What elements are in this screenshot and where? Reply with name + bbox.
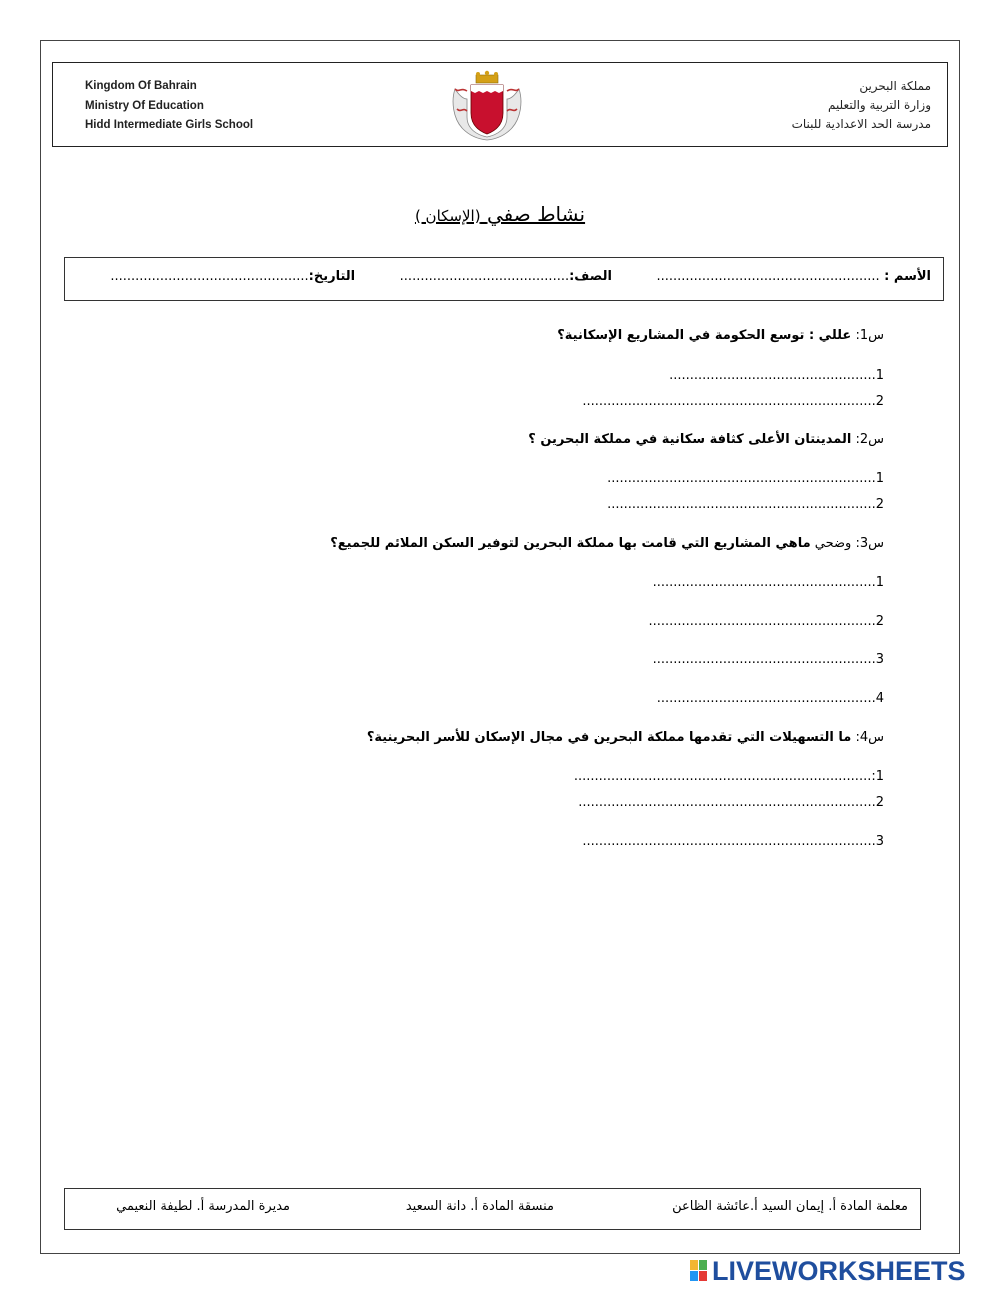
footer-teacher: معلمة المادة أ. إيمان السيد أ.عائشة الظاعن	[672, 1199, 908, 1214]
class-label: الصف:	[569, 269, 612, 284]
answer-1-2[interactable]: .......................................................................2	[582, 394, 884, 409]
footer-coordinator: منسقة المادة أ. دانة السعيد	[405, 1199, 554, 1214]
liveworksheets-logo-icon	[690, 1260, 708, 1282]
question-1	[557, 328, 884, 343]
answer-3-3[interactable]: ......................................................3	[652, 652, 884, 667]
question-4-number: س4:	[855, 730, 884, 745]
student-info-box	[64, 257, 944, 301]
date-field[interactable]	[110, 269, 355, 284]
answer-4-2[interactable]: ........................................................................2	[578, 795, 884, 810]
header-ar-line-3: مدرسة الحد الاعدادية للبنات	[791, 117, 931, 131]
liveworksheets-brand[interactable]	[690, 1256, 990, 1286]
header-arabic	[792, 77, 931, 134]
header-ar-line-2: وزارة التربية والتعليم	[827, 98, 931, 112]
title-main: نشاط صفي	[486, 202, 586, 226]
answer-3-2[interactable]: .......................................................2	[648, 614, 884, 629]
question-3-text: ماهي المشاريع التي قامت بها مملكة البحرين لتوفير السكن الملائم للجميع؟	[330, 536, 811, 551]
question-3	[330, 536, 884, 551]
question-4-text: ما التسهيلات التي تقدمها مملكة البحرين في مجال الإسكان للأسر البحرينية؟	[366, 730, 852, 745]
question-1-number: س1:	[855, 328, 884, 343]
date-dots: ................................................	[110, 269, 309, 284]
answer-4-1[interactable]: ........................................................................:1	[573, 769, 884, 784]
header-en-line-2: Ministry Of Education	[85, 99, 204, 112]
name-dots: ......................................................	[656, 269, 880, 284]
question-2-text: المدينتان الأعلى كثافة سكانية في مملكة البحرين ؟	[528, 432, 852, 447]
question-4	[367, 730, 884, 745]
question-3-number: س3:	[855, 536, 884, 551]
bahrain-emblem-icon	[449, 69, 525, 141]
class-dots: .........................................	[399, 269, 570, 284]
answer-2-2[interactable]: .................................................................2	[607, 497, 884, 512]
answer-4-3[interactable]: .......................................................................3	[582, 834, 884, 849]
header-en-line-1: Kingdom Of Bahrain	[85, 80, 197, 92]
name-field[interactable]	[656, 269, 931, 284]
date-label: التاريخ:	[308, 269, 356, 284]
question-2	[528, 432, 884, 447]
worksheet-title	[0, 202, 1000, 226]
footer-principal: مديرة المدرسة أ. لطيفة النعيمي	[116, 1199, 290, 1214]
answer-3-4[interactable]: .....................................................4	[656, 691, 884, 706]
answer-1-1[interactable]: ..................................................1	[669, 368, 884, 383]
signatures-footer	[64, 1188, 921, 1230]
answer-2-1[interactable]: .................................................................1	[607, 471, 884, 486]
header-ar-line-1: مملكة البحرين	[859, 79, 931, 93]
title-sub: (الإسكان )	[414, 207, 481, 225]
header-en-line-3: Hidd Intermediate Girls School	[85, 119, 254, 131]
class-field[interactable]	[400, 269, 612, 284]
header-english	[85, 77, 253, 136]
question-3-prefix: وضحي	[814, 536, 852, 551]
answer-3-1[interactable]: ......................................................1	[652, 575, 884, 590]
brand-text: LIVEWORKSHEETS	[712, 1256, 966, 1286]
question-2-number: س2:	[855, 432, 884, 447]
school-header	[52, 62, 948, 147]
name-label: الأسم :	[884, 269, 931, 284]
question-1-text: عللي : توسع الحكومة في المشاريع الإسكانية؟	[557, 328, 852, 343]
